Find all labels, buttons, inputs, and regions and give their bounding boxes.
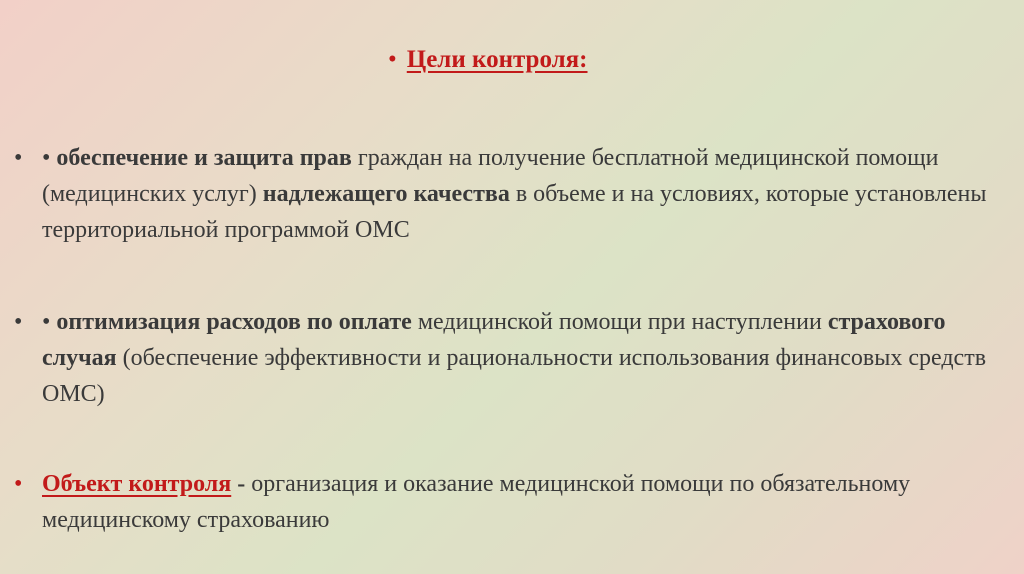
bold-phrase: страхового случая <box>42 309 946 371</box>
paragraph-text: организация и оказание медицинской помощи по обязательному медицинскому страхованию <box>42 471 911 533</box>
paragraph-text: (обеспечение эффективности и рациональности использования финансовых средств ОМС) <box>42 345 987 407</box>
paragraph-bullet: • <box>14 145 23 171</box>
paragraph-text: медицинской помощи при наступлении <box>411 309 828 335</box>
control-object-label: Объект контроля <box>42 471 232 497</box>
paragraph-text: граждан на получение бесплатной медицинской помощи (медицинских услуг) <box>42 145 939 207</box>
control-object-paragraph <box>14 466 1004 538</box>
goal-paragraph-rights <box>14 140 1004 248</box>
paragraph-body <box>42 140 1004 248</box>
slide-title <box>388 46 588 74</box>
inner-bullet: • <box>42 145 51 171</box>
paragraph-text: в объеме и на условиях, которые установлены территориальной программой ОМС <box>42 181 987 243</box>
bold-phrase: обеспечение и защита прав <box>56 145 352 171</box>
paragraph-body <box>42 466 1004 538</box>
paragraph-bullet: • <box>14 309 23 335</box>
paragraph-body <box>42 304 1004 412</box>
inner-bullet: • <box>42 309 51 335</box>
dash: - <box>231 471 252 497</box>
paragraph-bullet: • <box>14 471 23 497</box>
bold-phrase: надлежащего качества <box>262 181 510 207</box>
bold-phrase: оптимизация расходов по оплате <box>56 309 412 335</box>
goal-paragraph-optimization <box>14 304 1004 412</box>
title-bullet: • <box>388 46 397 73</box>
title-text: Цели контроля: <box>406 46 588 73</box>
